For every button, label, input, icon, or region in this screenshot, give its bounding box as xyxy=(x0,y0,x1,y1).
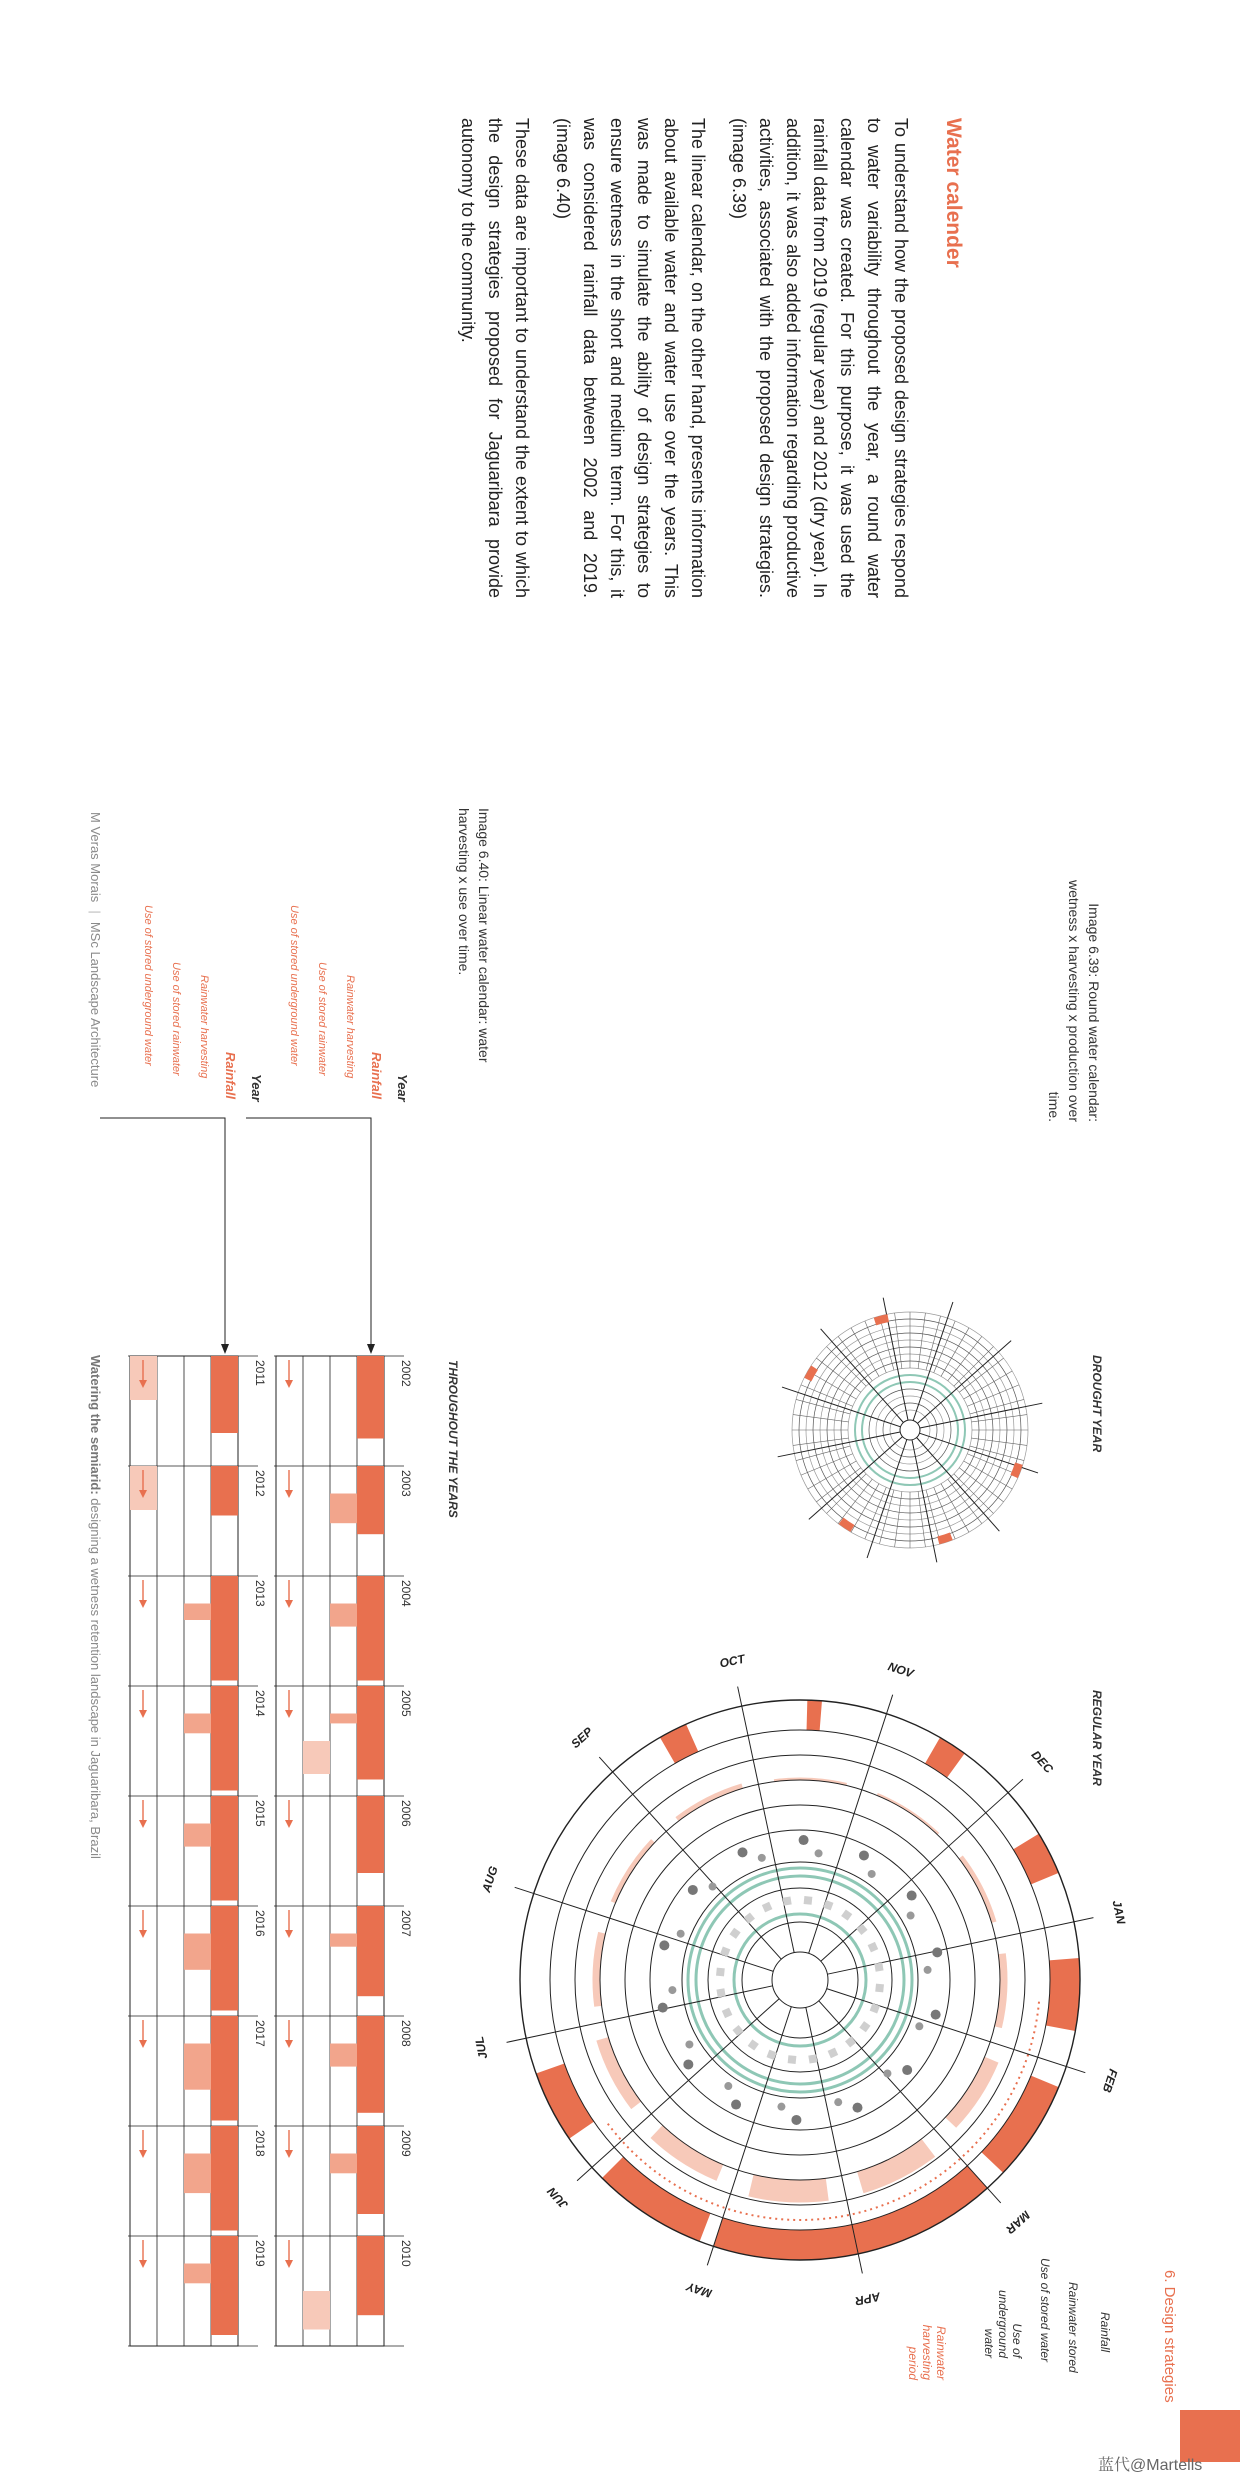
month-label-dec: DEC xyxy=(1028,1747,1056,1776)
underground-arrow-head xyxy=(139,2150,147,2158)
harvest-bar xyxy=(184,1604,211,1621)
underground-arrow-head xyxy=(285,1490,293,1498)
legend-use-underground-water: Use of underground water xyxy=(982,2289,1024,2358)
harvest-bar xyxy=(184,1824,211,1847)
top-row-stored-rainwater: Use of stored rainwater xyxy=(316,962,328,1076)
month-label-nov: NOV xyxy=(886,1659,916,1681)
harvest-bar xyxy=(330,1934,357,1947)
year-label: 2009 xyxy=(399,2130,413,2157)
stored-use-bar xyxy=(303,1741,330,1774)
month-label-aug: AUG xyxy=(479,1864,501,1895)
year-label: 2019 xyxy=(253,2240,267,2267)
year-label: 2018 xyxy=(253,2130,267,2157)
legend-rainwater-stored: Rainwater stored xyxy=(1066,2282,1080,2373)
caption-linear: Image 6.40: Linear water calendar: water harvesting x use over time. xyxy=(456,808,492,1063)
month-label-feb: FEB xyxy=(1099,2067,1121,2095)
underground-arrow-head xyxy=(285,2150,293,2158)
harvest-bar xyxy=(184,2264,211,2284)
rainfall-bar xyxy=(211,1576,238,1681)
underground-arrow-head xyxy=(139,2260,147,2268)
bottom-row-stored-rainwater: Use of stored rainwater xyxy=(170,962,182,1076)
underground-arrow-head xyxy=(139,1930,147,1938)
underground-arrow-head xyxy=(285,1710,293,1718)
rainfall-bar xyxy=(357,2236,384,2315)
linear-connector-arrow xyxy=(221,1344,229,1354)
month-label-jul: JUL xyxy=(471,2035,491,2061)
harvest-bar xyxy=(330,1714,357,1724)
linear-connector xyxy=(100,1118,225,1350)
underground-arrow-head xyxy=(139,1820,147,1828)
underground-arrow-head xyxy=(285,1380,293,1388)
underground-arrow-head xyxy=(139,2040,147,2048)
year-label: 2006 xyxy=(399,1800,413,1827)
rainfall-bar xyxy=(211,2236,238,2335)
caption-round: Image 6.39: Round water calendar: wetness x harvesting x production over time. xyxy=(1046,879,1102,1122)
underground-arrow-head xyxy=(139,1600,147,1608)
month-label-may: MAY xyxy=(684,2279,714,2301)
underground-arrow-head xyxy=(285,2260,293,2268)
year-label: 2017 xyxy=(253,2020,267,2047)
rainfall-bar xyxy=(357,1576,384,1681)
month-label-jan: JAN xyxy=(1109,1899,1129,1926)
legend-harvest-period: Rainwater harvesting period xyxy=(906,2324,948,2380)
harvest-bar xyxy=(330,2044,357,2067)
year-label: 2007 xyxy=(399,1910,413,1937)
section-label: 6. Design strategies xyxy=(1161,2270,1178,2403)
year-label: 2008 xyxy=(399,2020,413,2047)
rainfall-bar xyxy=(211,1356,238,1433)
year-label: 2002 xyxy=(399,1360,413,1387)
top-row-rainfall: Rainfall xyxy=(369,1052,384,1099)
bottom-row-rainfall: Rainfall xyxy=(223,1052,238,1099)
year-label: 2004 xyxy=(399,1580,413,1607)
paragraph-1: To understand how the proposed design strategies respond to water variability throughout the year, a round water calendar was created. For this purpose, it was used the rainfall data from 2019 (regular year) and 2012 (dry year). In addition, it was also added information regarding productive activities, associated with the proposed design strategies. (image 6.39) xyxy=(729,118,911,598)
year-label: 2012 xyxy=(253,1470,267,1497)
top-year-label: Year xyxy=(395,1074,410,1102)
year-label: 2016 xyxy=(253,1910,267,1937)
rainfall-bar xyxy=(357,1466,384,1534)
underground-arrow-head xyxy=(285,1820,293,1828)
harvest-bar xyxy=(184,1934,211,1970)
harvest-bar xyxy=(330,1494,357,1524)
underground-arrow-head xyxy=(139,1710,147,1718)
rainfall-bar xyxy=(211,1686,238,1791)
harvest-bar xyxy=(184,1714,211,1734)
top-row-harvesting: Rainwater harvesting xyxy=(344,975,356,1079)
article-heading: Water calender xyxy=(942,118,965,268)
bottom-row-underground: Use of stored underground water xyxy=(142,905,154,1066)
footer-author: M Veras Morais xyxy=(88,812,103,903)
rainfall-bar xyxy=(211,1796,238,1901)
bottom-row-harvesting: Rainwater harvesting xyxy=(198,975,210,1079)
year-label: 2010 xyxy=(399,2240,413,2267)
linear-calendar-title: THROUGHOUT THE YEARS xyxy=(446,1360,460,1518)
rainfall-bar xyxy=(357,1686,384,1780)
year-label: 2015 xyxy=(253,1800,267,1827)
year-label: 2014 xyxy=(253,1690,267,1717)
drought-year-title: DROUGHT YEAR xyxy=(1090,1355,1104,1453)
footer-degree: MSc Landscape Architecture xyxy=(88,921,103,1088)
month-label-jun: JUN xyxy=(544,2184,571,2212)
rainfall-bar xyxy=(211,2126,238,2231)
month-label-mar: MAR xyxy=(1003,2207,1033,2237)
harvest-bar xyxy=(330,1604,357,1627)
year-label: 2003 xyxy=(399,1470,413,1497)
harvest-bar xyxy=(184,2154,211,2194)
underground-arrow-head xyxy=(285,1600,293,1608)
rainfall-bar xyxy=(357,2016,384,2113)
watermark: 蓝代@Martells xyxy=(1098,2457,1203,2474)
footer-title-rest: designing a wetness retention landscape in Jaguaribara, Brazil xyxy=(88,1494,103,1859)
rainfall-bar xyxy=(357,1796,384,1873)
rainfall-bar xyxy=(357,1356,384,1439)
month-label-apr: APR xyxy=(853,2289,882,2309)
page-number: 165 xyxy=(1165,2418,1182,2445)
bottom-year-label: Year xyxy=(249,1074,264,1102)
harvest-bar xyxy=(330,2154,357,2174)
paragraph-2: The linear calendar, on the other hand, presents information about available water and water use over the years. This was made to simulate the ability of design strategies to ensure wetness in the short and medium term. For this, it was considered rainfall data between 2002 and 2019. (image 6.40) xyxy=(553,118,708,598)
stored-use-bar xyxy=(303,2291,330,2330)
footer-title-bold: Watering the semiarid: xyxy=(88,1355,103,1495)
rainfall-bar xyxy=(357,2126,384,2214)
rainfall-bar xyxy=(211,1906,238,2011)
linear-connector-arrow xyxy=(367,1344,375,1354)
month-label-oct: OCT xyxy=(718,1651,747,1671)
year-label: 2005 xyxy=(399,1690,413,1717)
rainfall-bar xyxy=(211,1466,238,1516)
harvest-bar xyxy=(184,2044,211,2090)
year-label: 2013 xyxy=(253,1580,267,1607)
rainfall-bar xyxy=(211,2016,238,2121)
underground-arrow-head xyxy=(285,2040,293,2048)
paragraph-3: These data are important to understand the extent to which the design strategies proposed for Jaguaribara provide autonomy to the community. xyxy=(458,118,532,598)
regular-year-title: REGULAR YEAR xyxy=(1090,1690,1104,1786)
year-label: 2011 xyxy=(253,1360,267,1386)
underground-arrow-head xyxy=(285,1930,293,1938)
rainfall-bar xyxy=(357,1906,384,1996)
legend-rainfall: Rainfall xyxy=(1098,2312,1112,2353)
top-row-underground: Use of stored underground water xyxy=(288,905,300,1066)
legend-use-stored-water: Use of stored water xyxy=(1038,2258,1052,2363)
linear-connector xyxy=(246,1118,371,1350)
month-label-sep: SEP xyxy=(568,1724,596,1751)
